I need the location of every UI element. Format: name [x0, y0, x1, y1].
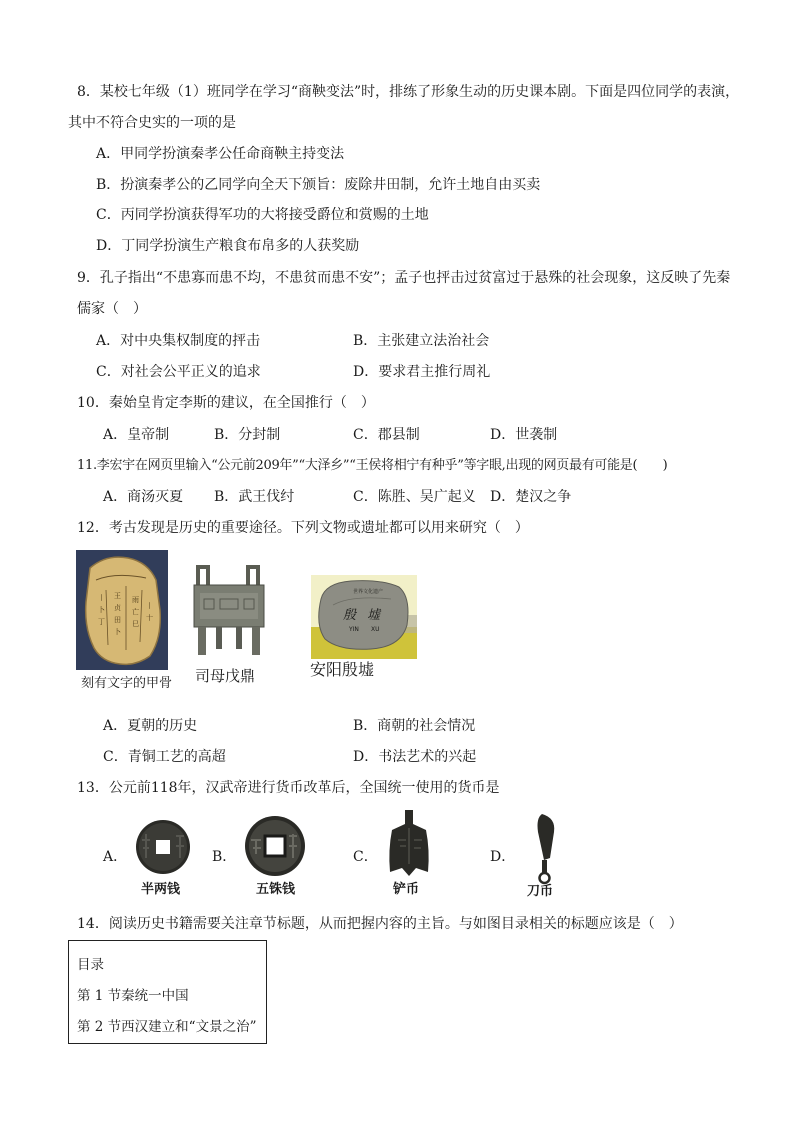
q9-option-a: A．对中央集权制度的抨击 [96, 333, 261, 349]
q11-option-b: B．武王伐纣 [214, 489, 295, 505]
q10-option-b: B．分封制 [214, 427, 281, 443]
oracle-bone-caption: 刻有文字的甲骨 [81, 676, 173, 691]
q9-stem-line1: 9．孔子指出“不患寡而患不均，不患贫而患不安”；孟子也抨击过贫富过于悬殊的社会现象，这反映了先秦 [77, 270, 731, 286]
q13-letter-a: A． [103, 849, 128, 865]
q9-option-b: B．主张建立法治社会 [353, 333, 490, 349]
bronze-ding-image [190, 565, 268, 657]
knife-coin [530, 812, 560, 884]
svg-text:丁: 丁 [98, 618, 105, 626]
svg-text:卜: 卜 [114, 628, 121, 636]
q10-option-a: A．皇帝制 [103, 427, 170, 443]
oracle-bone-image [76, 550, 168, 670]
ban-liang-caption: 半两钱 [141, 882, 181, 897]
stone-pinyin-yin: YIN [349, 626, 359, 633]
bronze-ding-caption: 司母戊鼎 [195, 667, 256, 685]
q10-option-d: D．世袭制 [490, 427, 558, 443]
toc-item: 第 1 节秦统一中国 [77, 988, 189, 1004]
toc-item: 第 2 节西汉建立和“文景之治” [77, 1019, 257, 1035]
q12-stem: 12．考古发现是历史的重要途径。下列文物或遗址都可以用来研究（ ） [77, 520, 529, 536]
table-of-contents-box [68, 940, 267, 1044]
q8-option-a: A．甲同学扮演秦孝公任命商鞅主持变法 [96, 146, 345, 162]
q13-letter-b: B． [212, 849, 237, 865]
ban-liang-coin [134, 818, 192, 876]
svg-text:巳: 巳 [132, 620, 139, 628]
stone-char-xu: 墟 [367, 608, 381, 623]
q8-stem-line2: 其中不符合史实的一项的是 [68, 115, 236, 131]
q12-option-a: A．夏朝的历史 [103, 718, 198, 734]
q9-option-c: C．对社会公平正义的追求 [96, 364, 261, 380]
q12-option-c: C．青铜工艺的高超 [103, 749, 226, 765]
spade-coin-caption: 铲币 [393, 882, 420, 897]
q8-option-c: C．丙同学扮演获得军功的大将接受爵位和赏赐的土地 [96, 207, 429, 223]
spade-coin [386, 810, 432, 876]
q14-stem: 14．阅读历史书籍需要关注章节标题，从而把握内容的主旨。与如图目录相关的标题应该是（ ） [77, 916, 683, 932]
svg-text:雨: 雨 [132, 596, 139, 604]
svg-text:卜: 卜 [98, 606, 105, 614]
stone-pinyin-xu: XU [371, 626, 380, 633]
svg-text:亡: 亡 [132, 608, 139, 616]
q13-letter-c: C． [353, 849, 378, 865]
q11-option-c: C．陈胜、吴广起义 [353, 489, 476, 505]
svg-text:世界文化遗产: 世界文化遗产 [353, 589, 384, 595]
yinxu-caption: 安阳殷墟 [310, 660, 375, 679]
svg-text:丨: 丨 [146, 602, 153, 610]
stone-char-yin: 殷 [343, 608, 357, 623]
q13-stem: 13．公元前118年，汉武帝进行货币改革后，全国统一使用的货币是 [77, 780, 500, 796]
q11-stem: 11.李宏宇在网页里输入“公元前209年”“大泽乡”“王侯将相宁有种乎”等字眼,出现的网页最有可能是( ) [77, 458, 668, 473]
wu-zhu-caption: 五铢钱 [256, 882, 296, 897]
knife-coin-caption: 刀币 [527, 884, 554, 899]
wu-zhu-coin [243, 814, 307, 878]
svg-text:田: 田 [114, 616, 121, 624]
yinxu-stone-image [311, 575, 417, 659]
q12-option-d: D．书法艺术的兴起 [353, 749, 477, 765]
q11-option-d: D．楚汉之争 [490, 489, 572, 505]
q11-option-a: A．商汤灭夏 [103, 489, 184, 505]
q13-letter-d: D． [490, 849, 516, 865]
q12-option-b: B．商朝的社会情况 [353, 718, 476, 734]
q9-option-d: D．要求君主推行周礼 [353, 364, 491, 380]
q8-option-d: D．丁同学扮演生产粮食布帛多的人获奖励 [96, 238, 360, 254]
svg-text:十: 十 [146, 614, 153, 622]
svg-text:贞: 贞 [114, 604, 121, 612]
q10-option-c: C．郡县制 [353, 427, 420, 443]
q8-option-b: B．扮演秦孝公的乙同学向全天下颁旨：废除井田制，允许土地自由买卖 [96, 177, 541, 193]
q8-stem-line1: 8．某校七年级（1）班同学在学习“商鞅变法”时，排练了形象生动的历史课本剧。下面是四位同学的表演， [77, 84, 740, 100]
toc-title: 目录 [77, 957, 104, 973]
svg-text:王: 王 [114, 592, 121, 600]
q9-stem-line2: 儒家（ ） [77, 301, 147, 317]
svg-text:丨: 丨 [98, 594, 105, 602]
q10-stem: 10．秦始皇肯定李斯的建议，在全国推行（ ） [77, 395, 375, 411]
